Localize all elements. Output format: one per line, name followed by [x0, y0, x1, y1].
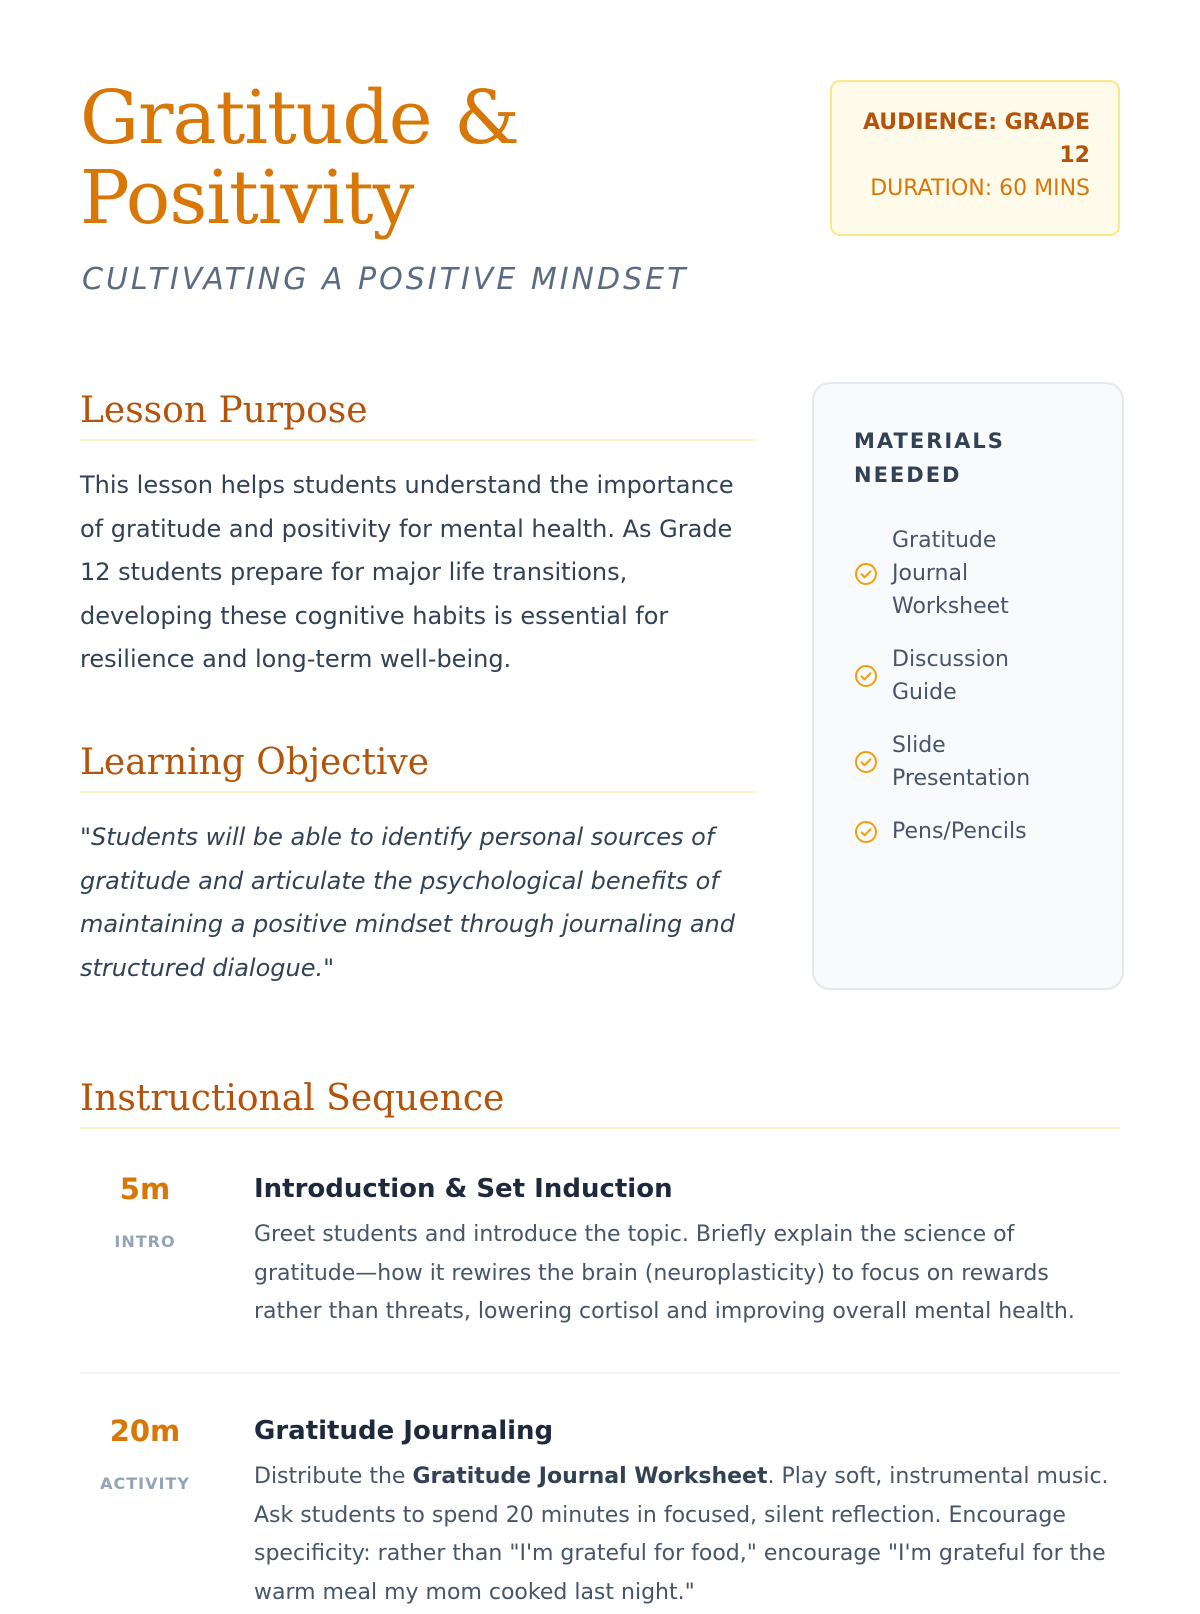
- material-label: Pens/Pencils: [892, 819, 1027, 844]
- duration-label: DURATION: 60 MINS: [870, 176, 1090, 201]
- materials-list: [854, 524, 1092, 848]
- step-description-text: Distribute the: [254, 1464, 413, 1489]
- check-circle-icon: [854, 562, 878, 586]
- check-circle-icon: [854, 750, 878, 774]
- step-description-text: . Play soft, instrumental music. Ask students to spend 20 minutes in focused, silent reflection. Encourage specificity: rather than "I'm grateful for food," encourage "I'm grateful for the warm meal my mom cooked last night.": [254, 1464, 1109, 1605]
- check-circle-icon: [854, 664, 878, 688]
- step-duration: 20m: [109, 1414, 181, 1448]
- materials-title: MATERIALS NEEDED: [854, 429, 1005, 487]
- learning-objective-heading: Learning Objective: [80, 742, 758, 793]
- step-duration: 5m: [119, 1172, 171, 1206]
- sequence-step: [80, 1414, 1120, 1614]
- instructional-sequence-heading: Instructional Sequence: [80, 1078, 1120, 1129]
- materials-card: [812, 382, 1124, 990]
- material-label: Gratitude Journal Worksheet: [892, 528, 1009, 619]
- step-title: Introduction & Set Induction: [254, 1174, 673, 1204]
- step-body: [254, 1414, 1114, 1612]
- material-label: Discussion Guide: [892, 647, 1009, 705]
- materials-list-item: [854, 815, 1092, 848]
- step-phase: INTRO: [114, 1232, 176, 1251]
- lesson-purpose-text: This lesson helps students understand the importance of gratitude and positivity for mental health. As Grade 12 students prepare for major life transitions, developing these cognitive habits is essential for resilience and long-term well-being.: [80, 471, 734, 673]
- page-title: Gratitude & Positivity: [80, 75, 519, 241]
- step-description: [254, 1458, 1114, 1612]
- check-circle-icon: [854, 820, 878, 844]
- step-title: Gratitude Journaling: [254, 1416, 554, 1446]
- materials-list-item: [854, 729, 1092, 795]
- materials-list-item: [854, 643, 1092, 709]
- audience-label: AUDIENCE: GRADE 12: [862, 110, 1090, 168]
- step-body: [254, 1172, 1114, 1332]
- materials-list-item: [854, 524, 1092, 623]
- lesson-purpose-heading: Lesson Purpose: [80, 390, 758, 441]
- step-description-emphasis: Gratitude Journal Worksheet: [412, 1464, 768, 1489]
- sequence-step: [80, 1172, 1120, 1374]
- page-subtitle: CULTIVATING A POSITIVE MINDSET: [82, 262, 689, 297]
- lesson-meta-box: [830, 80, 1120, 236]
- material-label: Slide Presentation: [892, 733, 1031, 791]
- learning-objective-text: "Students will be able to identify personal sources of gratitude and articulate the psychological benefits of maintaining a positive mindset through journaling and structured dialogue.": [80, 823, 735, 982]
- step-phase: ACTIVITY: [100, 1474, 190, 1493]
- step-description: Greet students and introduce the topic. Briefly explain the science of gratitude—how it rewires the brain (neuroplasticity) to focus on rewards rather than threats, lowering cortisol and improving overall mental health.: [254, 1222, 1075, 1324]
